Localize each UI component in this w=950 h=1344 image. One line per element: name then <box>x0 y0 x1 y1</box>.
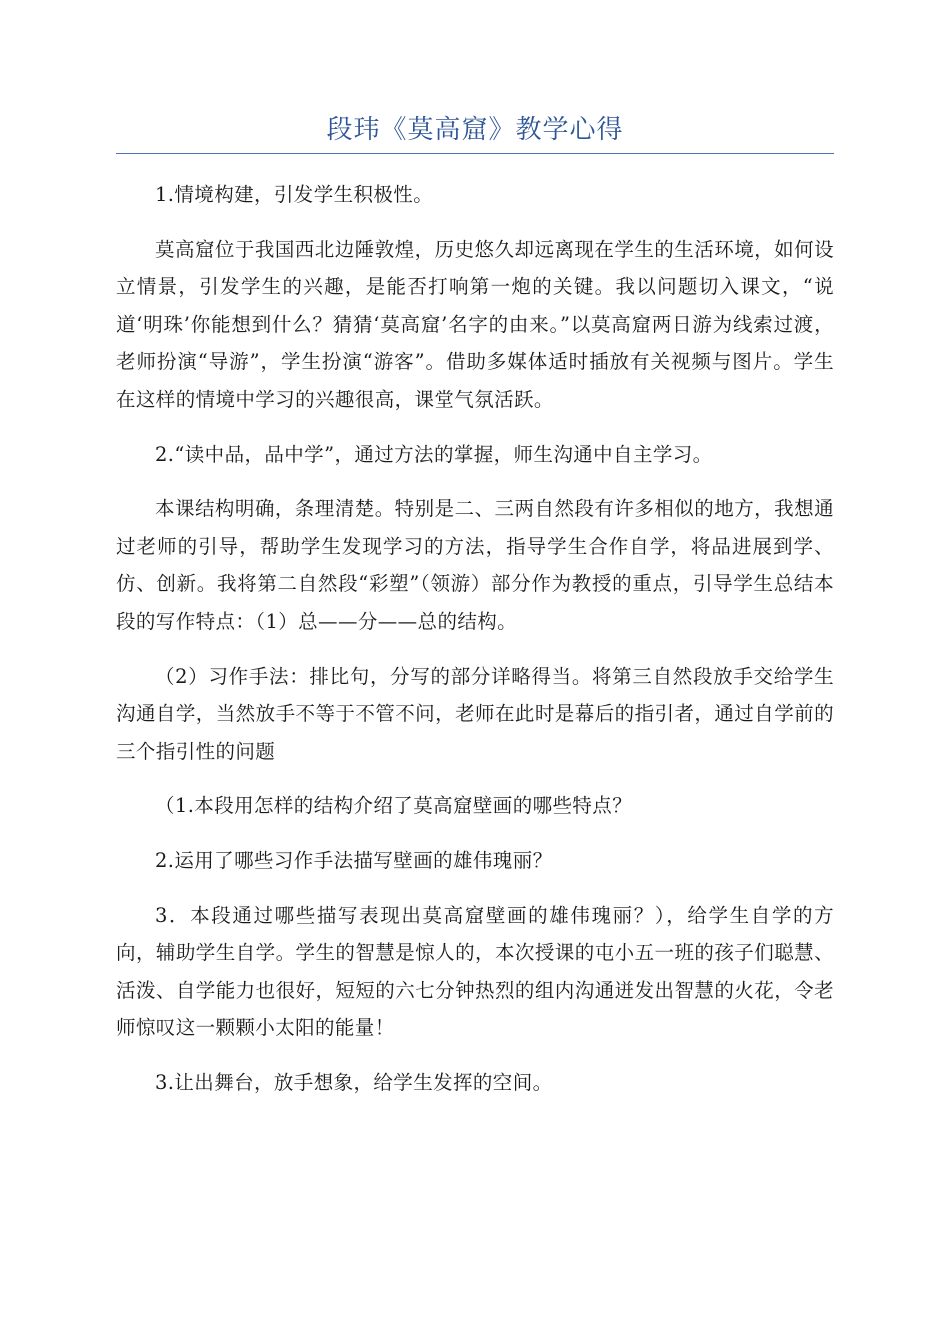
question-3-paragraph: 3．本段通过哪些描写表现出莫高窟壁画的雄伟瑰丽？），给学生自学的方向，辅助学生自学。学生的智慧是惊人的，本次授课的屯小五一班的孩子们聪慧、活泼、自学能力也很好，短短的六七分钟热烈的组内沟通迸发出智慧的火花，令老师惊叹这一颗颗小太阳的能量！ <box>116 903 834 1040</box>
question-1: （1.本段用怎样的结构介绍了莫高窟壁画的哪些特点？ <box>155 794 633 818</box>
document-title: 段玮《莫高窟》教学心得 <box>326 115 624 145</box>
paragraph-1: 莫高窟位于我国西北边陲敦煌，历史悠久却远离现在学生的生活环境，如何设立情景，引发学生的兴趣，是能否打响第一炮的关键。我以问题切入课文，“说道‘明珠’你能想到什么？猜猜‘莫高窟’名字的由来。”以莫高窟两日游为线索过渡，老师扮演“导游”，学生扮演“游客”。借助多媒体适时插放有关视频与图片。学生在这样的情境中学习的兴趣很高，课堂气氛活跃。 <box>116 237 834 411</box>
paragraph-3: （2）习作手法：排比句，分写的部分详略得当。将第三自然段放手交给学生沟通自学，当然放手不等于不管不问，老师在此时是幕后的指引者，通过自学前的三个指引性的问题 <box>116 664 834 763</box>
paragraph-2: 本课结构明确，条理清楚。特别是二、三两自然段有许多相似的地方，我想通过老师的引导，帮助学生发现学习的方法，指导学生合作自学，将品进展到学、仿、创新。我将第二自然段“彩塑”（领游）部分作为教授的重点，引导学生总结本段的写作特点：（1）总——分——总的结构。 <box>116 497 834 633</box>
question-2: 2.运用了哪些习作手法描写壁画的雄伟瑰丽？ <box>155 848 553 872</box>
section-heading-3: 3.让出舞台，放手想象，给学生发挥的空间。 <box>155 1070 553 1094</box>
title-underline <box>116 153 834 154</box>
section-heading-1: 1.情境构建，引发学生积极性。 <box>155 183 434 206</box>
document-body <box>116 176 834 1101</box>
section-heading-2: 2.“读中品，品中学”，通过方法的掌握，师生沟通中自主学习。 <box>155 442 713 466</box>
